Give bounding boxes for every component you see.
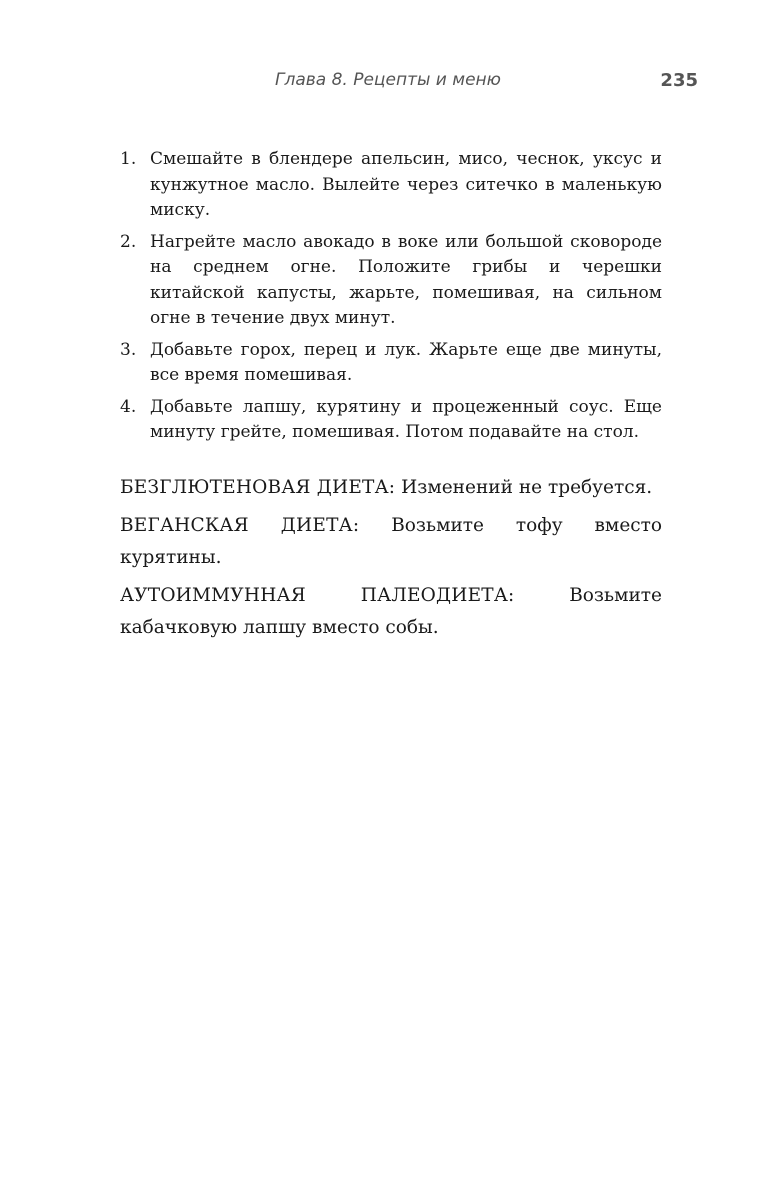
- diet-text: Возьмите кабачковую лапшу вместо собы.: [120, 584, 662, 638]
- step-text: Нагрейте масло авокадо в воке или большой сковороде на среднем огне. Положите грибы и черешки китайской капусты, жарьте, помешивая, на сильном огне в течение двух минут.: [150, 231, 662, 328]
- diet-label: АУТОИММУННАЯ ПАЛЕОДИЕТА:: [120, 584, 515, 606]
- diet-text: Изменений не требуется.: [401, 476, 653, 498]
- step-text: Добавьте лапшу, курятину и процеженный соус. Еще минуту грейте, помешивая. Потом подавайте на стол.: [150, 396, 662, 442]
- step-text: Добавьте горох, перец и лук. Жарьте еще две минуты, все время помешивая.: [150, 339, 662, 385]
- diet-label: БЕЗГЛЮТЕНОВАЯ ДИЕТА:: [120, 476, 396, 498]
- recipe-step: [120, 338, 662, 389]
- step-number: 3.: [120, 339, 137, 360]
- recipe-step: [120, 230, 662, 332]
- diet-variant-gluten-free: [120, 472, 662, 504]
- page-body: [120, 147, 662, 650]
- diet-label: ВЕГАНСКАЯ ДИЕТА:: [120, 514, 360, 536]
- step-text: Смешайте в блендере апельсин, мисо, чеснок, уксус и кунжутное масло. Вылейте через ситечко в маленькую миску.: [150, 149, 662, 220]
- running-header: [120, 70, 698, 98]
- diet-variant-autoimmune-paleo: [120, 580, 662, 644]
- recipe-step: [120, 395, 662, 446]
- step-number: 4.: [120, 396, 137, 417]
- page-number: 235: [660, 70, 698, 91]
- recipe-step: [120, 147, 662, 224]
- recipe-steps: [120, 147, 662, 446]
- step-number: 2.: [120, 231, 137, 252]
- diet-variants: [120, 472, 662, 644]
- step-number: 1.: [120, 149, 137, 169]
- chapter-title: Глава 8. Рецепты и меню: [275, 70, 501, 90]
- diet-text: Возьмите тофу вместо курятины.: [120, 514, 662, 568]
- diet-variant-vegan: [120, 510, 662, 574]
